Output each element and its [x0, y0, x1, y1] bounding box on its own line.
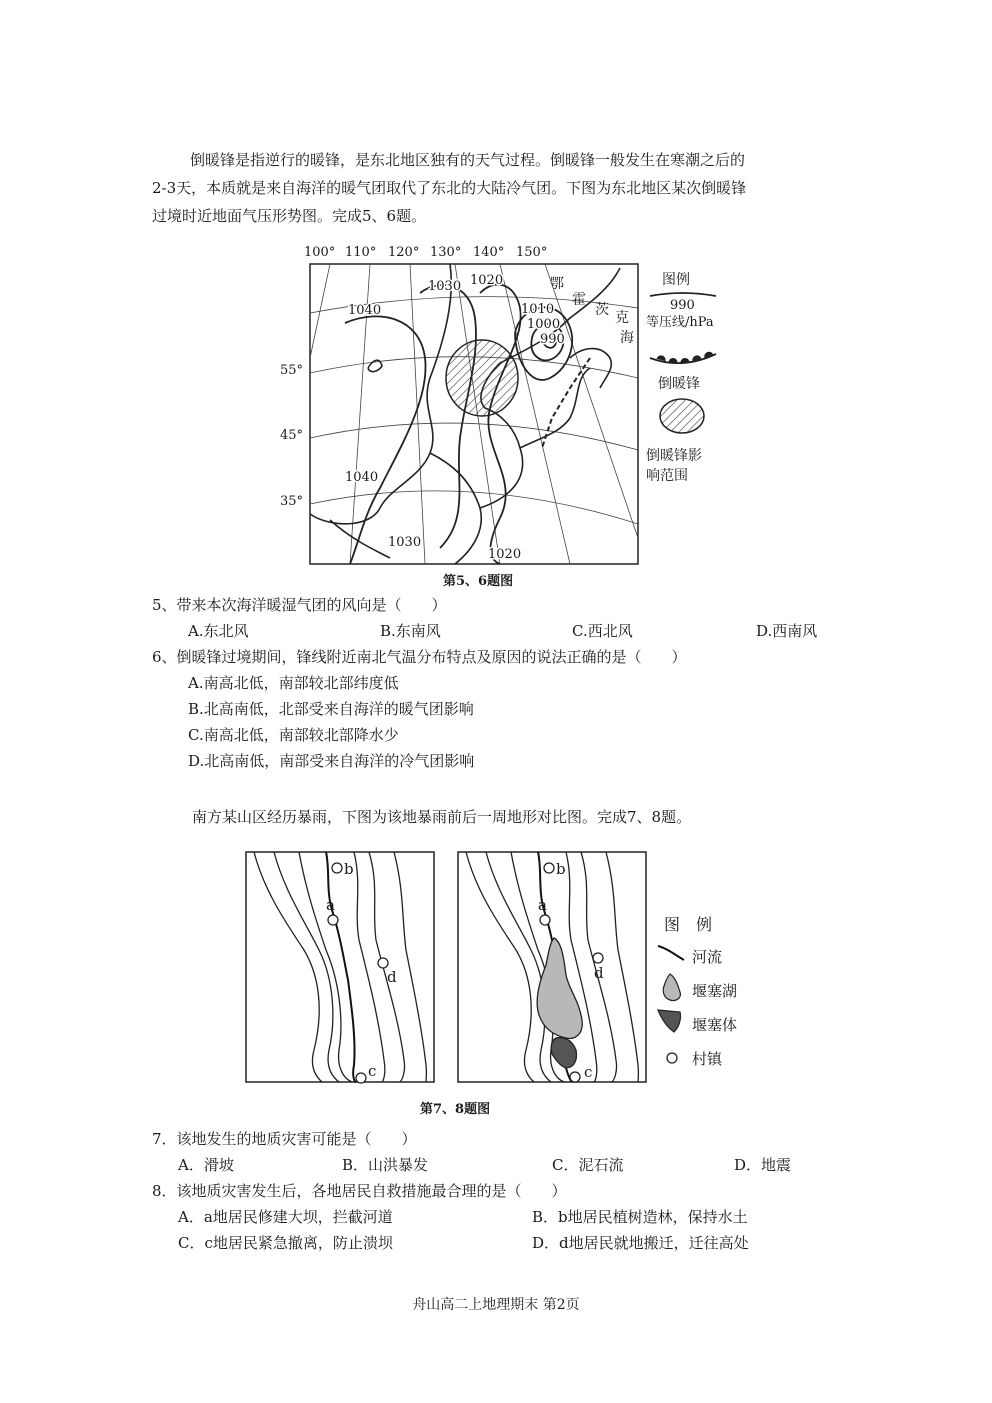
figure-caption-7-8: 第7、8题图: [420, 1102, 491, 1117]
q5-option-d[interactable]: D.西南风: [756, 622, 818, 640]
sea-name-char: 霍: [572, 292, 586, 308]
q8-option-a[interactable]: A．a地居民修建大坝，拦截河道: [178, 1208, 393, 1226]
pressure-map-figure: [270, 238, 740, 570]
q7-option-d[interactable]: D．地震: [734, 1156, 792, 1174]
q5-option-b[interactable]: B.东南风: [380, 622, 441, 640]
legend-dam-symbol: [658, 1010, 681, 1032]
isobar-label: 1020: [488, 547, 522, 562]
point-label-c: c: [368, 1062, 377, 1080]
lat-label: 45°: [280, 428, 304, 443]
legend-front-name: 倒暖锋: [658, 376, 700, 392]
lon-label: 130°: [430, 245, 462, 260]
sea-name-char: 茨: [595, 302, 609, 318]
point-label-a: a: [326, 896, 335, 914]
lon-label: 150°: [516, 245, 548, 260]
isobar-label: 1040: [348, 303, 382, 318]
point-label-a: a: [538, 896, 547, 914]
isobar-label: 1030: [428, 279, 462, 294]
lon-label: 100°: [304, 245, 336, 260]
isobar-label: 1030: [388, 535, 422, 550]
legend-lake-symbol: [663, 974, 680, 1001]
legend-lake: 堰塞湖: [692, 982, 738, 1000]
legend-range-symbol: [660, 399, 704, 433]
q5-option-c[interactable]: C.西北风: [572, 622, 633, 640]
isobar-label: 1020: [470, 273, 504, 288]
lat-label: 35°: [280, 494, 304, 509]
intro-line-2: 2-3天，本质就是来自海洋的暖气团取代了东北的大陆冷气团。下图为东北地区某次倒暖锋: [152, 179, 747, 197]
isobar-label: 1010: [521, 302, 555, 317]
town-c-marker: [356, 1073, 366, 1083]
legend-title: 图例: [662, 272, 690, 288]
legend-river-symbol: [658, 946, 684, 960]
point-label-b: b: [344, 860, 354, 878]
longitude-labels: [304, 245, 547, 260]
q5-option-a[interactable]: A.东北风: [188, 622, 249, 640]
isobar-labels: [345, 273, 565, 562]
isobar-label: 1000: [527, 317, 561, 332]
q7-option-c[interactable]: C．泥石流: [552, 1156, 624, 1174]
q8-option-d[interactable]: D．d地居民就地搬迁，迁往高处: [532, 1234, 749, 1252]
legend-dam: 堰塞体: [692, 1016, 738, 1034]
town-b-marker: [544, 863, 554, 873]
q6-option-c[interactable]: C.南高北低，南部较北部降水少: [188, 726, 399, 744]
town-a-marker: [540, 915, 550, 925]
legend-river: 河流: [692, 948, 723, 966]
q8-option-c[interactable]: C．c地居民紧急撤离，防止溃坝: [178, 1234, 393, 1252]
q7-option-a[interactable]: A．滑坡: [178, 1156, 234, 1174]
legend-range-name: 倒暖锋影: [646, 448, 702, 464]
map1-legend: [646, 272, 716, 484]
intro-line-1: 倒暖锋是指逆行的暖锋，是东北地区独有的天气过程。倒暖锋一般发生在寒潮之后的: [190, 151, 746, 169]
terrain-comparison-figure: [244, 850, 774, 1090]
q6-option-a[interactable]: A.南高北低，南部较北部纬度低: [188, 674, 399, 692]
q8-option-b[interactable]: B．b地居民植树造林，保持水土: [532, 1208, 748, 1226]
q7-option-b[interactable]: B．山洪暴发: [342, 1156, 429, 1174]
legend-town: 村镇: [692, 1050, 723, 1068]
page-footer: 舟山高二上地理期末 第2页: [412, 1297, 580, 1313]
lon-label: 120°: [388, 245, 420, 260]
legend-isobar-name: 等压线/hPa: [646, 315, 714, 330]
q6-option-d[interactable]: D.北高南低，南部受来自海洋的冷气团影响: [188, 752, 475, 770]
front-range-area: [446, 340, 518, 416]
point-label-d: d: [387, 968, 397, 986]
map2-legend: [658, 915, 737, 1068]
legend-town-symbol: [667, 1053, 677, 1063]
figure-caption-5-6: 第5、6题图: [443, 574, 514, 589]
town-d-marker: [593, 953, 603, 963]
sea-name-char: 鄂: [550, 276, 564, 292]
lon-label: 140°: [473, 245, 505, 260]
intro2: 南方某山区经历暴雨，下图为该地暴雨前后一周地形对比图。完成7、8题。: [192, 808, 692, 826]
point-label-b: b: [556, 860, 566, 878]
point-label-c: c: [584, 1063, 593, 1081]
isobar-label: 1040: [345, 470, 379, 485]
sea-name-char: 克: [615, 310, 629, 326]
sea-name-char: 海: [620, 330, 634, 346]
question-7-stem: 7．该地发生的地质灾害可能是（ ）: [152, 1130, 417, 1148]
town-a-marker: [328, 915, 338, 925]
legend-isobar-value: 990: [670, 298, 695, 313]
question-5-stem: 5、带来本次海洋暖湿气团的风向是（ ）: [152, 596, 447, 614]
legend-isobar-symbol: [650, 293, 716, 296]
lat-label: 55°: [280, 363, 304, 378]
legend-title: 图 例: [664, 915, 713, 934]
q6-option-b[interactable]: B.北高南低，北部受来自海洋的暖气团影响: [188, 700, 474, 718]
legend-range-name: 响范围: [646, 468, 688, 484]
town-c-marker: [570, 1072, 580, 1082]
point-label-d: d: [594, 964, 604, 982]
question-6-stem: 6、倒暖锋过境期间，锋线附近南北气温分布特点及原因的说法正确的是（ ）: [152, 648, 687, 666]
intro-line-3: 过境时近地面气压形势图。完成5、6题。: [152, 207, 427, 225]
question-8-stem: 8．该地质灾害发生后，各地居民自救措施最合理的是（ ）: [152, 1182, 567, 1200]
isobar-label: 990: [540, 332, 565, 347]
lon-label: 110°: [345, 245, 377, 260]
town-b-marker: [332, 863, 342, 873]
town-d-marker: [378, 958, 388, 968]
